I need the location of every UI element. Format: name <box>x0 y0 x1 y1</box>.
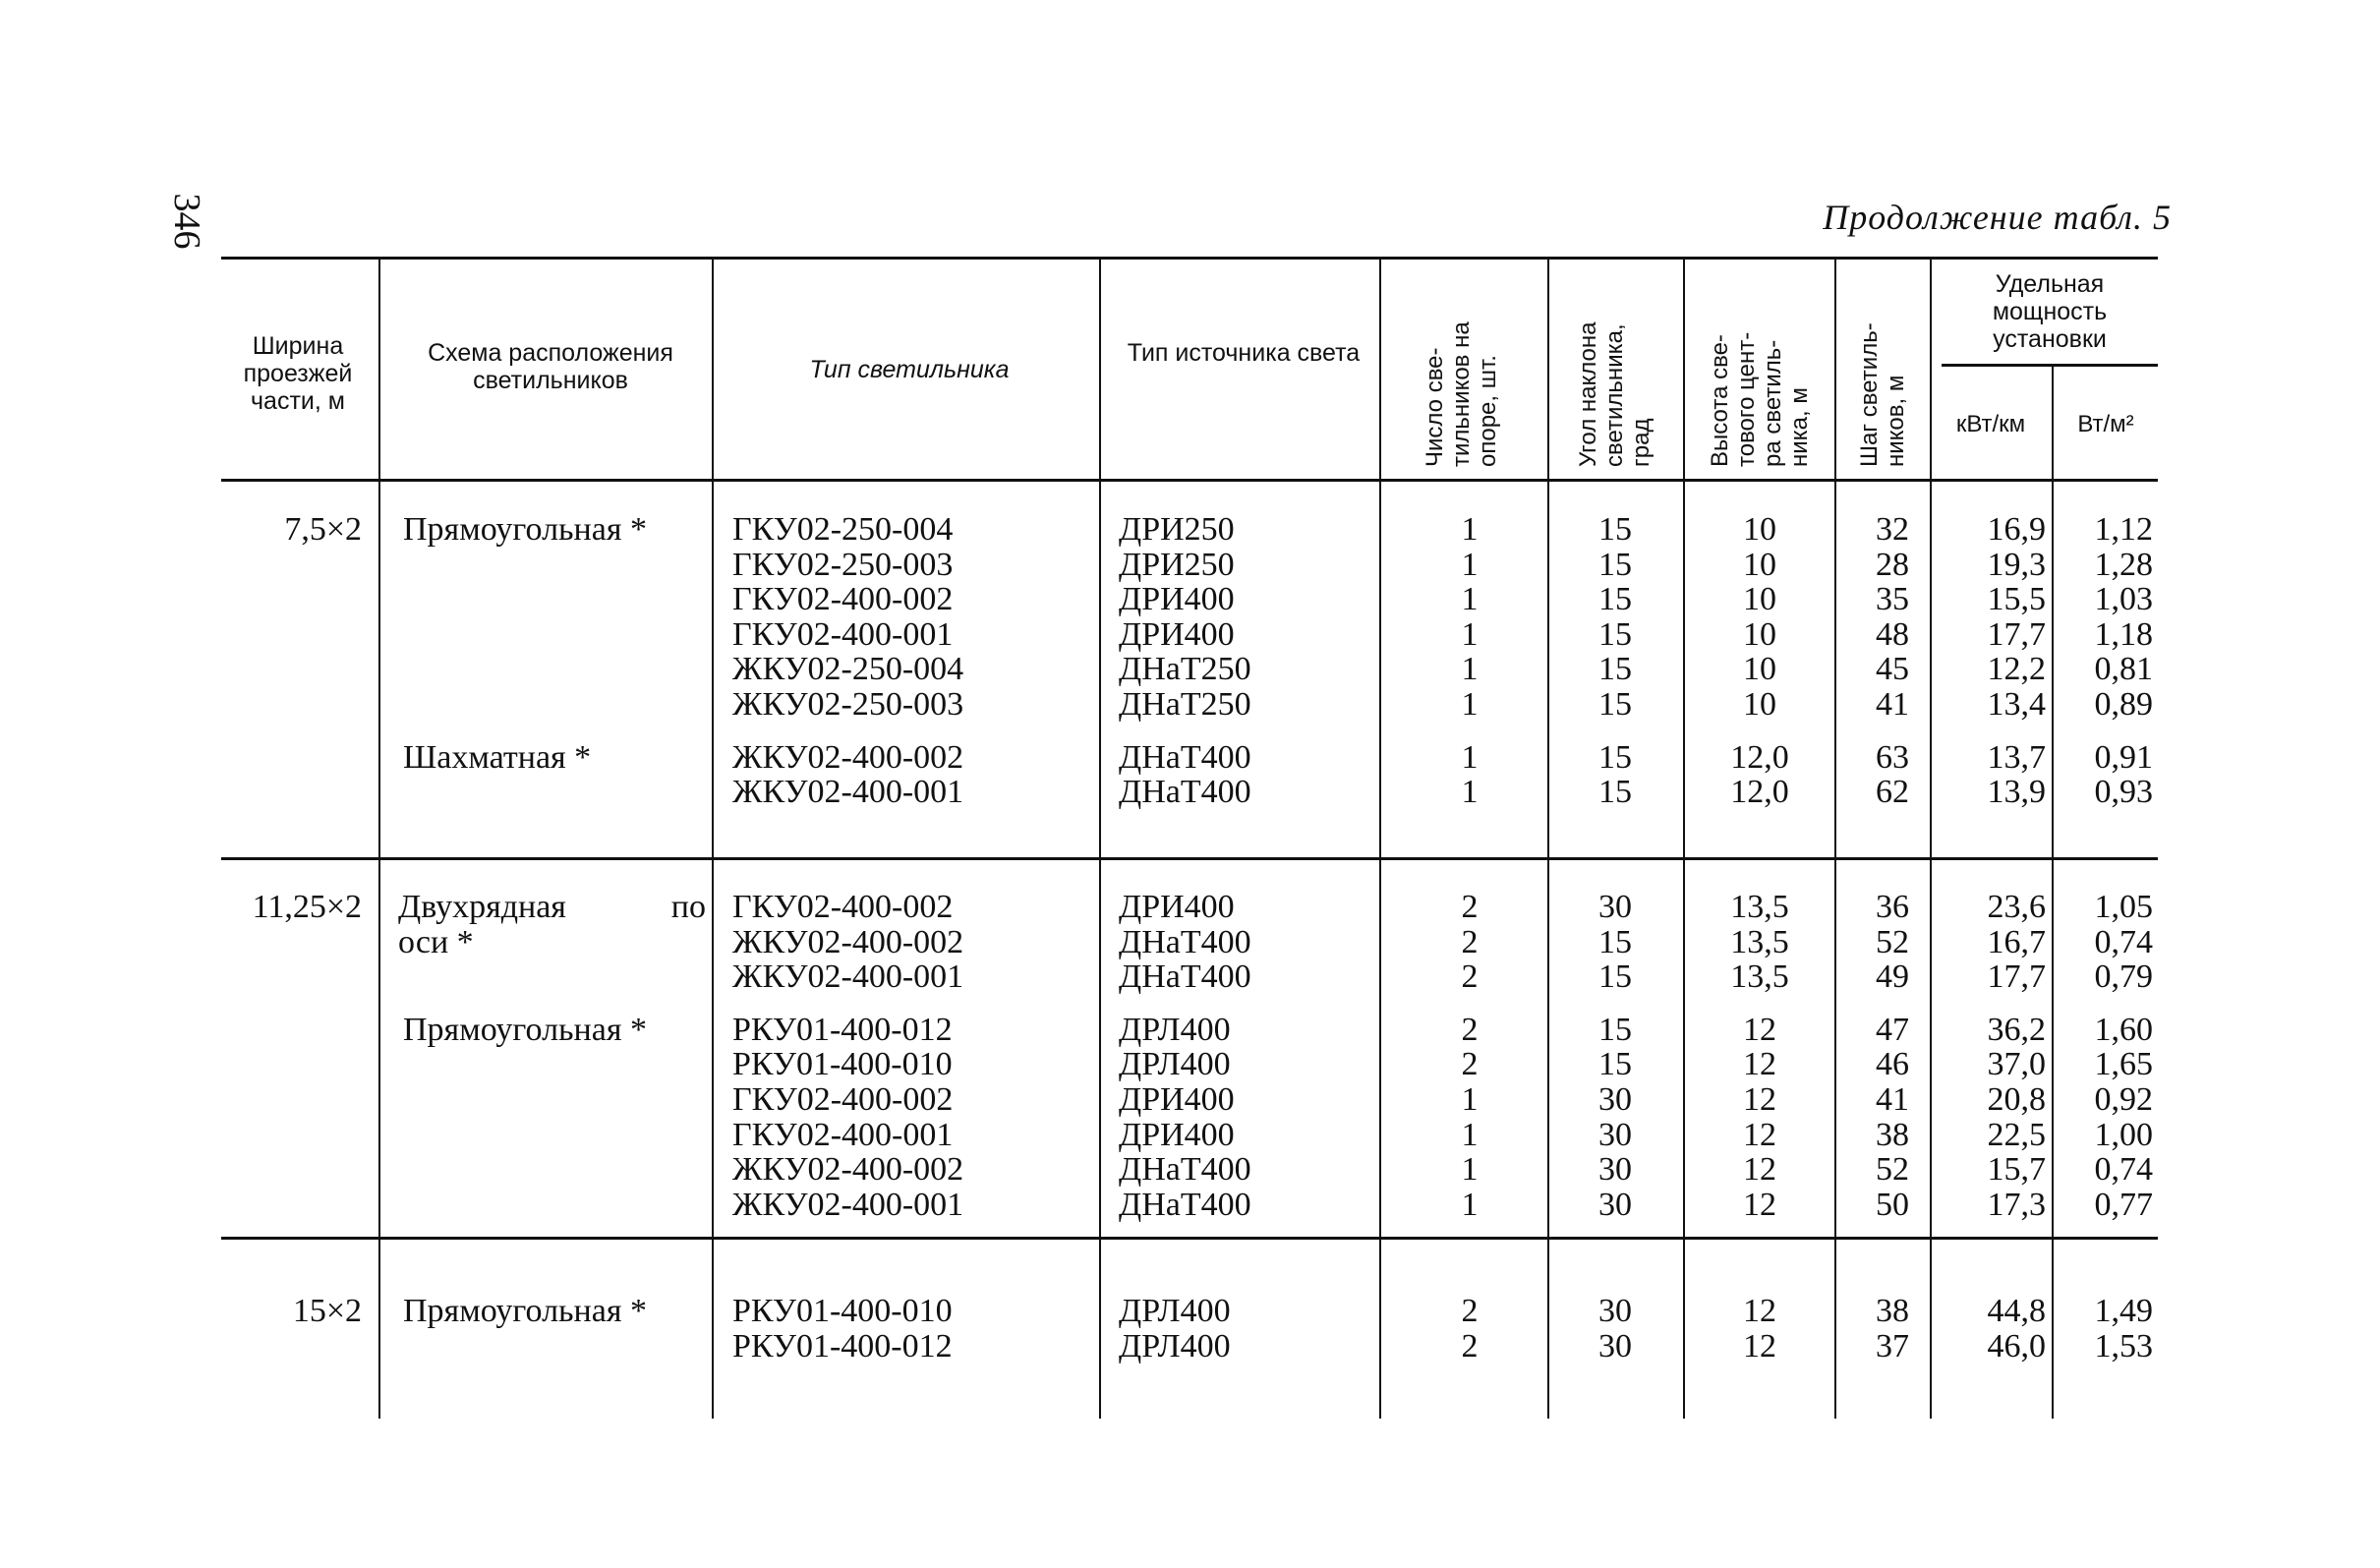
cell-angle: 30 <box>1598 1186 1632 1223</box>
cell-luminaire: ЖКУ02-400-002 <box>732 738 964 776</box>
cell-power-m2: 0,92 <box>2094 1081 2153 1118</box>
cell-source: ДНаТ400 <box>1119 923 1251 960</box>
header-step <box>1856 322 1909 467</box>
cell-power-km: 22,5 <box>1987 1116 2046 1153</box>
cell-power-km: 16,7 <box>1987 923 2046 960</box>
cell-height: 10 <box>1743 546 1776 583</box>
cell-count: 2 <box>1461 1327 1479 1365</box>
cell-step: 28 <box>1876 546 1909 583</box>
cell-angle: 30 <box>1598 1151 1632 1189</box>
cell-count: 1 <box>1461 774 1479 811</box>
cell-angle: 15 <box>1598 923 1632 960</box>
cell-angle: 30 <box>1598 1327 1632 1365</box>
table-top-rule <box>221 257 2158 260</box>
cell-step: 37 <box>1876 1327 1909 1365</box>
cell-angle: 15 <box>1598 1046 1632 1083</box>
cell-height: 12 <box>1743 1293 1776 1329</box>
scheme-name: Прямоугольная * <box>403 511 647 548</box>
row-group-width: 11,25×2 <box>252 889 362 925</box>
cell-count: 1 <box>1461 1186 1479 1223</box>
cell-power-km: 12,2 <box>1987 651 2046 688</box>
cell-height: 12,0 <box>1730 774 1789 811</box>
cell-source: ДРЛ400 <box>1119 1293 1231 1329</box>
cell-power-km: 19,3 <box>1987 546 2046 583</box>
cell-source: ДНаТ400 <box>1119 958 1251 996</box>
cell-power-km: 44,8 <box>1987 1293 2046 1329</box>
cell-power-m2: 1,03 <box>2094 581 2153 618</box>
cell-source: ДРИ400 <box>1119 1081 1235 1118</box>
cell-angle: 30 <box>1598 1116 1632 1153</box>
cell-angle: 30 <box>1598 1293 1632 1329</box>
cell-power-m2: 0,79 <box>2094 958 2153 996</box>
cell-count: 2 <box>1461 1293 1479 1329</box>
cell-power-m2: 0,93 <box>2094 774 2153 811</box>
cell-step: 49 <box>1876 958 1909 996</box>
header-step-line1: Шаг светиль- <box>1856 322 1883 467</box>
cell-step: 50 <box>1876 1186 1909 1223</box>
cell-luminaire: ЖКУ02-250-004 <box>732 651 964 688</box>
header-height-line1: Высота све- <box>1707 334 1733 467</box>
cell-height: 12 <box>1743 1081 1776 1118</box>
cell-source: ДРЛ400 <box>1119 1327 1231 1365</box>
col-rule-1 <box>378 259 380 1419</box>
cell-luminaire: ГКУ02-400-001 <box>732 615 954 653</box>
cell-source: ДРЛ400 <box>1119 1046 1231 1083</box>
cell-power-km: 16,9 <box>1987 511 2046 548</box>
cell-power-km: 46,0 <box>1987 1327 2046 1365</box>
cell-height: 10 <box>1743 615 1776 653</box>
cell-step: 46 <box>1876 1046 1909 1083</box>
cell-count: 1 <box>1461 511 1479 548</box>
cell-step: 36 <box>1876 889 1909 925</box>
cell-luminaire: ГКУ02-400-001 <box>732 1116 954 1153</box>
header-count <box>1422 321 1501 467</box>
col-rule-2 <box>712 259 714 1419</box>
cell-step: 32 <box>1876 511 1909 548</box>
cell-source: ДРИ400 <box>1119 1116 1235 1153</box>
cell-step: 48 <box>1876 615 1909 653</box>
cell-height: 12 <box>1743 1046 1776 1083</box>
continuation-caption: Продолжение табл. 5 <box>1823 198 2172 237</box>
header-count-line1: Число све- <box>1422 347 1448 467</box>
cell-source: ДНаТ400 <box>1119 774 1251 811</box>
cell-height: 12 <box>1743 1186 1776 1223</box>
cell-height: 12 <box>1743 1327 1776 1365</box>
cell-power-m2: 1,18 <box>2094 615 2153 653</box>
cell-step: 38 <box>1876 1293 1909 1329</box>
cell-luminaire: ЖКУ02-400-001 <box>732 1186 964 1223</box>
group-separator-1 <box>221 857 2158 860</box>
header-angle-line2: светильника, <box>1601 323 1628 467</box>
cell-step: 47 <box>1876 1011 1909 1048</box>
cell-power-km: 13,7 <box>1987 738 2046 776</box>
header-source: Тип источника света <box>1127 339 1361 367</box>
cell-source: ДНаТ400 <box>1119 1186 1251 1223</box>
cell-count: 1 <box>1461 581 1479 618</box>
scheme-name: Шахматная * <box>403 738 592 776</box>
cell-angle: 15 <box>1598 615 1632 653</box>
cell-angle: 15 <box>1598 511 1632 548</box>
cell-power-km: 17,7 <box>1987 615 2046 653</box>
cell-power-km: 15,7 <box>1987 1151 2046 1189</box>
cell-count: 1 <box>1461 546 1479 583</box>
cell-height: 13,5 <box>1730 889 1789 925</box>
header-angle-line1: Угол наклона <box>1575 321 1601 467</box>
header-power-km: кВт/км <box>1955 411 2026 437</box>
cell-luminaire: ГКУ02-400-002 <box>732 889 954 925</box>
cell-luminaire: ЖКУ02-400-002 <box>732 923 964 960</box>
header-height-line2: тового цент- <box>1733 331 1760 467</box>
cell-power-m2: 0,77 <box>2094 1186 2153 1223</box>
header-count-line3: опоре, шт. <box>1475 355 1501 467</box>
cell-angle: 30 <box>1598 889 1632 925</box>
cell-height: 12 <box>1743 1116 1776 1153</box>
cell-power-km: 20,8 <box>1987 1081 2046 1118</box>
cell-source: ДРИ250 <box>1119 546 1235 583</box>
col-rule-9 <box>2052 366 2054 1419</box>
cell-count: 1 <box>1461 1081 1479 1118</box>
cell-height: 10 <box>1743 511 1776 548</box>
cell-step: 41 <box>1876 686 1909 723</box>
cell-count: 2 <box>1461 1046 1479 1083</box>
cell-step: 35 <box>1876 581 1909 618</box>
cell-luminaire: ГКУ02-400-002 <box>732 581 954 618</box>
cell-power-m2: 1,53 <box>2094 1327 2153 1365</box>
cell-step: 52 <box>1876 1151 1909 1189</box>
scheme-name-part: оси * <box>398 923 474 960</box>
scheme-name: Прямоугольная * <box>403 1011 647 1048</box>
cell-power-m2: 0,89 <box>2094 686 2153 723</box>
cell-angle: 15 <box>1598 774 1632 811</box>
cell-angle: 15 <box>1598 686 1632 723</box>
cell-power-m2: 1,65 <box>2094 1046 2153 1083</box>
header-power: Удельная мощность установки <box>1992 270 2108 353</box>
cell-source: ДРИ250 <box>1119 511 1235 548</box>
cell-power-km: 13,9 <box>1987 774 2046 811</box>
cell-angle: 15 <box>1598 958 1632 996</box>
cell-step: 62 <box>1876 774 1909 811</box>
cell-source: ДНаТ400 <box>1119 1151 1251 1189</box>
col-rule-5 <box>1547 259 1549 1419</box>
cell-power-m2: 0,74 <box>2094 1151 2153 1189</box>
cell-power-km: 17,3 <box>1987 1186 2046 1223</box>
cell-angle: 15 <box>1598 651 1632 688</box>
cell-luminaire: ЖКУ02-400-002 <box>732 1151 964 1189</box>
cell-count: 1 <box>1461 1151 1479 1189</box>
cell-step: 45 <box>1876 651 1909 688</box>
cell-source: ДРИ400 <box>1119 581 1235 618</box>
col-rule-7 <box>1834 259 1836 1419</box>
cell-luminaire: ГКУ02-250-003 <box>732 546 954 583</box>
page-number: 346 <box>166 193 207 250</box>
header-count-line2: тильников на <box>1448 321 1475 467</box>
cell-count: 1 <box>1461 1116 1479 1153</box>
header-bottom-rule <box>221 479 2158 482</box>
group-separator-2 <box>221 1237 2158 1240</box>
header-scheme: Схема расположения светильников <box>428 339 673 394</box>
cell-power-m2: 0,81 <box>2094 651 2153 688</box>
cell-angle: 15 <box>1598 738 1632 776</box>
cell-angle: 15 <box>1598 581 1632 618</box>
cell-power-m2: 1,12 <box>2094 511 2153 548</box>
header-angle <box>1575 322 1654 467</box>
cell-source: ДРИ400 <box>1119 615 1235 653</box>
col-rule-8 <box>1930 259 1932 1419</box>
cell-count: 2 <box>1461 958 1479 996</box>
cell-power-m2: 1,28 <box>2094 546 2153 583</box>
cell-count: 2 <box>1461 1011 1479 1048</box>
col-rule-4 <box>1379 259 1381 1419</box>
cell-source: ДРИ400 <box>1119 889 1235 925</box>
cell-count: 1 <box>1461 615 1479 653</box>
header-height-line4: ника, м <box>1786 387 1813 467</box>
cell-power-km: 23,6 <box>1987 889 2046 925</box>
header-luminaire: Тип светильника <box>809 356 1010 383</box>
cell-step: 38 <box>1876 1116 1909 1153</box>
cell-power-km: 15,5 <box>1987 581 2046 618</box>
cell-step: 52 <box>1876 923 1909 960</box>
col-rule-6 <box>1683 259 1685 1419</box>
cell-luminaire: ЖКУ02-250-003 <box>732 686 964 723</box>
cell-power-km: 13,4 <box>1987 686 2046 723</box>
header-height-line3: ра светиль- <box>1760 339 1786 467</box>
cell-count: 1 <box>1461 738 1479 776</box>
cell-luminaire: ЖКУ02-400-001 <box>732 958 964 996</box>
header-angle-line3: град <box>1628 418 1654 467</box>
cell-power-m2: 1,00 <box>2094 1116 2153 1153</box>
cell-power-km: 37,0 <box>1987 1046 2046 1083</box>
cell-count: 2 <box>1461 923 1479 960</box>
cell-luminaire: ГКУ02-400-002 <box>732 1081 954 1118</box>
cell-luminaire: РКУ01-400-012 <box>732 1011 953 1048</box>
cell-height: 12 <box>1743 1011 1776 1048</box>
cell-angle: 30 <box>1598 1081 1632 1118</box>
cell-height: 12,0 <box>1730 738 1789 776</box>
cell-height: 13,5 <box>1730 923 1789 960</box>
cell-power-m2: 0,74 <box>2094 923 2153 960</box>
cell-source: ДНаТ400 <box>1119 738 1251 776</box>
header-power-m2: Вт/м² <box>2077 411 2134 437</box>
cell-luminaire: ЖКУ02-400-001 <box>732 774 964 811</box>
scheme-name-part: Двухрядная <box>398 889 566 925</box>
cell-height: 12 <box>1743 1151 1776 1189</box>
header-height <box>1707 332 1813 467</box>
cell-angle: 15 <box>1598 546 1632 583</box>
power-subheader-rule <box>1942 364 2158 367</box>
scheme-name-part: по <box>670 889 706 925</box>
cell-source: ДНаТ250 <box>1119 651 1251 688</box>
cell-step: 63 <box>1876 738 1909 776</box>
scheme-name: Прямоугольная * <box>403 1293 647 1329</box>
cell-power-m2: 0,91 <box>2094 738 2153 776</box>
cell-power-km: 36,2 <box>1987 1011 2046 1048</box>
cell-source: ДРЛ400 <box>1119 1011 1231 1048</box>
cell-luminaire: РКУ01-400-010 <box>732 1046 953 1083</box>
cell-height: 10 <box>1743 581 1776 618</box>
cell-power-m2: 1,05 <box>2094 889 2153 925</box>
cell-power-km: 17,7 <box>1987 958 2046 996</box>
cell-count: 2 <box>1461 889 1479 925</box>
cell-step: 41 <box>1876 1081 1909 1118</box>
cell-angle: 15 <box>1598 1011 1632 1048</box>
cell-height: 10 <box>1743 651 1776 688</box>
row-group-width: 7,5×2 <box>284 511 362 548</box>
cell-luminaire: РКУ01-400-012 <box>732 1327 953 1365</box>
header-step-line2: ников, м <box>1883 375 1909 467</box>
row-group-width: 15×2 <box>292 1293 362 1329</box>
cell-power-m2: 1,49 <box>2094 1293 2153 1329</box>
cell-height: 13,5 <box>1730 958 1789 996</box>
col-rule-3 <box>1099 259 1101 1419</box>
cell-luminaire: ГКУ02-250-004 <box>732 511 954 548</box>
cell-power-m2: 1,60 <box>2094 1011 2153 1048</box>
header-width: Ширина проезжей части, м <box>243 332 353 415</box>
cell-count: 1 <box>1461 686 1479 723</box>
cell-height: 10 <box>1743 686 1776 723</box>
cell-luminaire: РКУ01-400-010 <box>732 1293 953 1329</box>
cell-source: ДНаТ250 <box>1119 686 1251 723</box>
cell-count: 1 <box>1461 651 1479 688</box>
